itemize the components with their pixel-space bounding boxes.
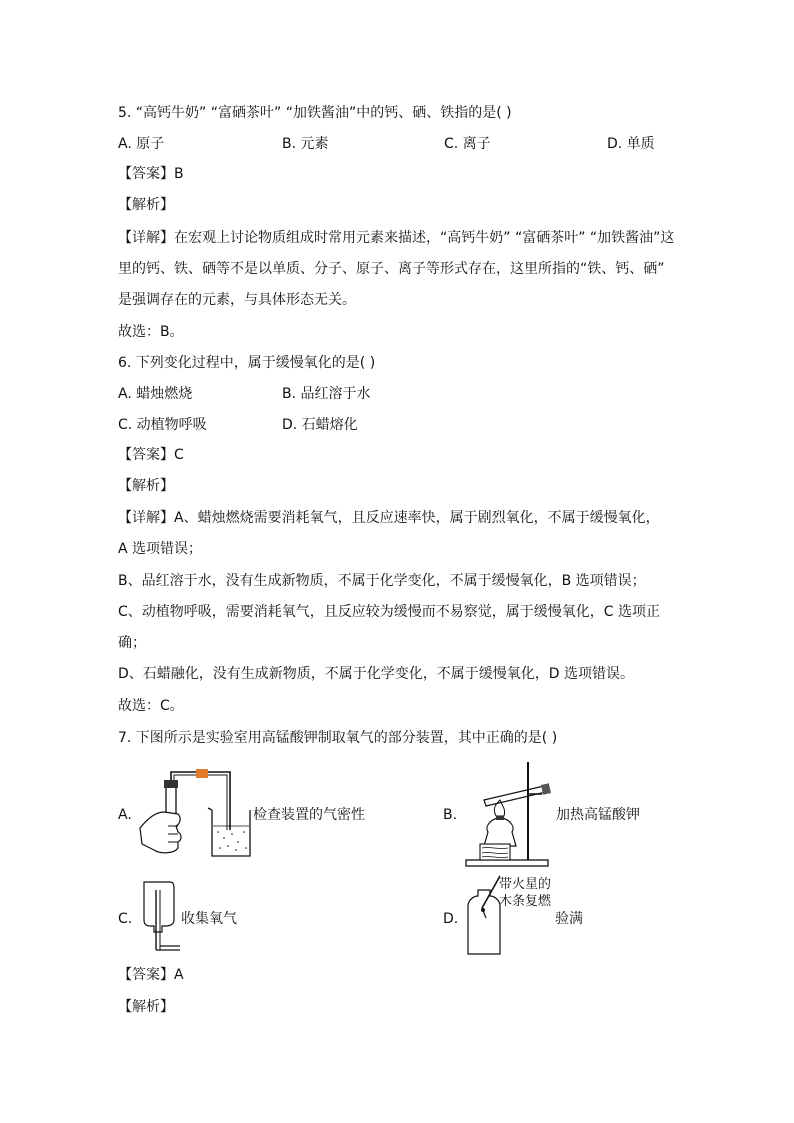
q6-detail-line: B、品红溶于水，没有生成新物质，不属于化学变化，不属于缓慢氧化，B 选项错误； — [118, 573, 646, 589]
q5-detail-line: 里的钙、铁、硒等不是以单质、分子、原子、离子等形式存在，这里所指的“铁、钙、硒” — [118, 261, 665, 277]
q5-detail-line: 是强调存在的元素，与具体形态无关。 — [118, 292, 356, 308]
q6-detail-line: A 选项错误； — [118, 541, 203, 557]
q6-detail-line: 【详解】A、蜡烛燃烧需要消耗氧气，且反应速率快，属于剧烈氧化，不属于缓慢氧化， — [118, 510, 660, 526]
q6-option-a: A. 蜡烛燃烧 — [118, 386, 193, 402]
fig-c-label: 收集氧气 — [181, 911, 237, 927]
fig-a-letter: A. — [118, 807, 132, 823]
q7-analysis-head: 【解析】 — [118, 999, 174, 1015]
q6-option-c: C. 动植物呼吸 — [118, 417, 207, 433]
fig-a-label: 检查装置的气密性 — [253, 807, 365, 823]
q6-conclusion: 故选：C。 — [118, 698, 184, 714]
q7-answer: 【答案】A — [118, 967, 184, 983]
fig-b-apparatus-drawing — [462, 760, 558, 868]
q5-detail-line: 【详解】在宏观上讨论物质组成时常用元素来描述，“高钙牛奶” “富硒茶叶” “加铁酱油”这 — [118, 230, 675, 246]
fig-d-note-line1: 带火星的 — [499, 877, 552, 892]
q5-option-b: B. 元素 — [282, 136, 329, 152]
q5-analysis-head: 【解析】 — [118, 197, 174, 213]
q6-analysis-head: 【解析】 — [118, 478, 174, 494]
fig-d-label: 验满 — [555, 911, 583, 927]
q6-stem: 6. 下列变化过程中，属于缓慢氧化的是( ) — [118, 355, 376, 371]
fig-b-label: 加热高锰酸钾 — [556, 807, 640, 823]
q5-stem: 5. “高钙牛奶” “富硒茶叶” “加铁酱油”中的钙、硒、铁指的是( ) — [118, 105, 512, 121]
fig-d-note-line2: 木条复燃 — [499, 894, 552, 909]
q7-stem: 7. 下图所示是实验室用高锰酸钾制取氧气的部分装置，其中正确的是( ) — [118, 730, 558, 746]
q6-detail-line: D、石蜡融化，没有生成新物质，不属于化学变化，不属于缓慢氧化，D 选项错误。 — [118, 666, 635, 682]
q6-option-b: B. 品红溶于水 — [282, 386, 371, 402]
q6-detail-line: 确； — [118, 635, 146, 651]
q5-option-d: D. 单质 — [607, 136, 655, 152]
q5-option-c: C. 离子 — [444, 136, 491, 152]
q5-option-a: A. 原子 — [118, 136, 165, 152]
fig-a-apparatus-drawing — [138, 768, 258, 860]
fig-c-apparatus-drawing — [140, 878, 182, 954]
fig-d-letter: D. — [443, 911, 459, 927]
q5-answer: 【答案】B — [118, 166, 184, 182]
q5-conclusion: 故选：B。 — [118, 324, 184, 340]
q6-option-d: D. 石蜡熔化 — [282, 417, 358, 433]
q6-answer: 【答案】C — [118, 447, 184, 463]
fig-c-letter: C. — [118, 911, 133, 927]
fig-b-letter: B. — [443, 807, 458, 823]
q6-detail-line: C、动植物呼吸，需要消耗氧气，且反应较为缓慢而不易察觉，属于缓慢氧化，C 选项正 — [118, 604, 660, 620]
